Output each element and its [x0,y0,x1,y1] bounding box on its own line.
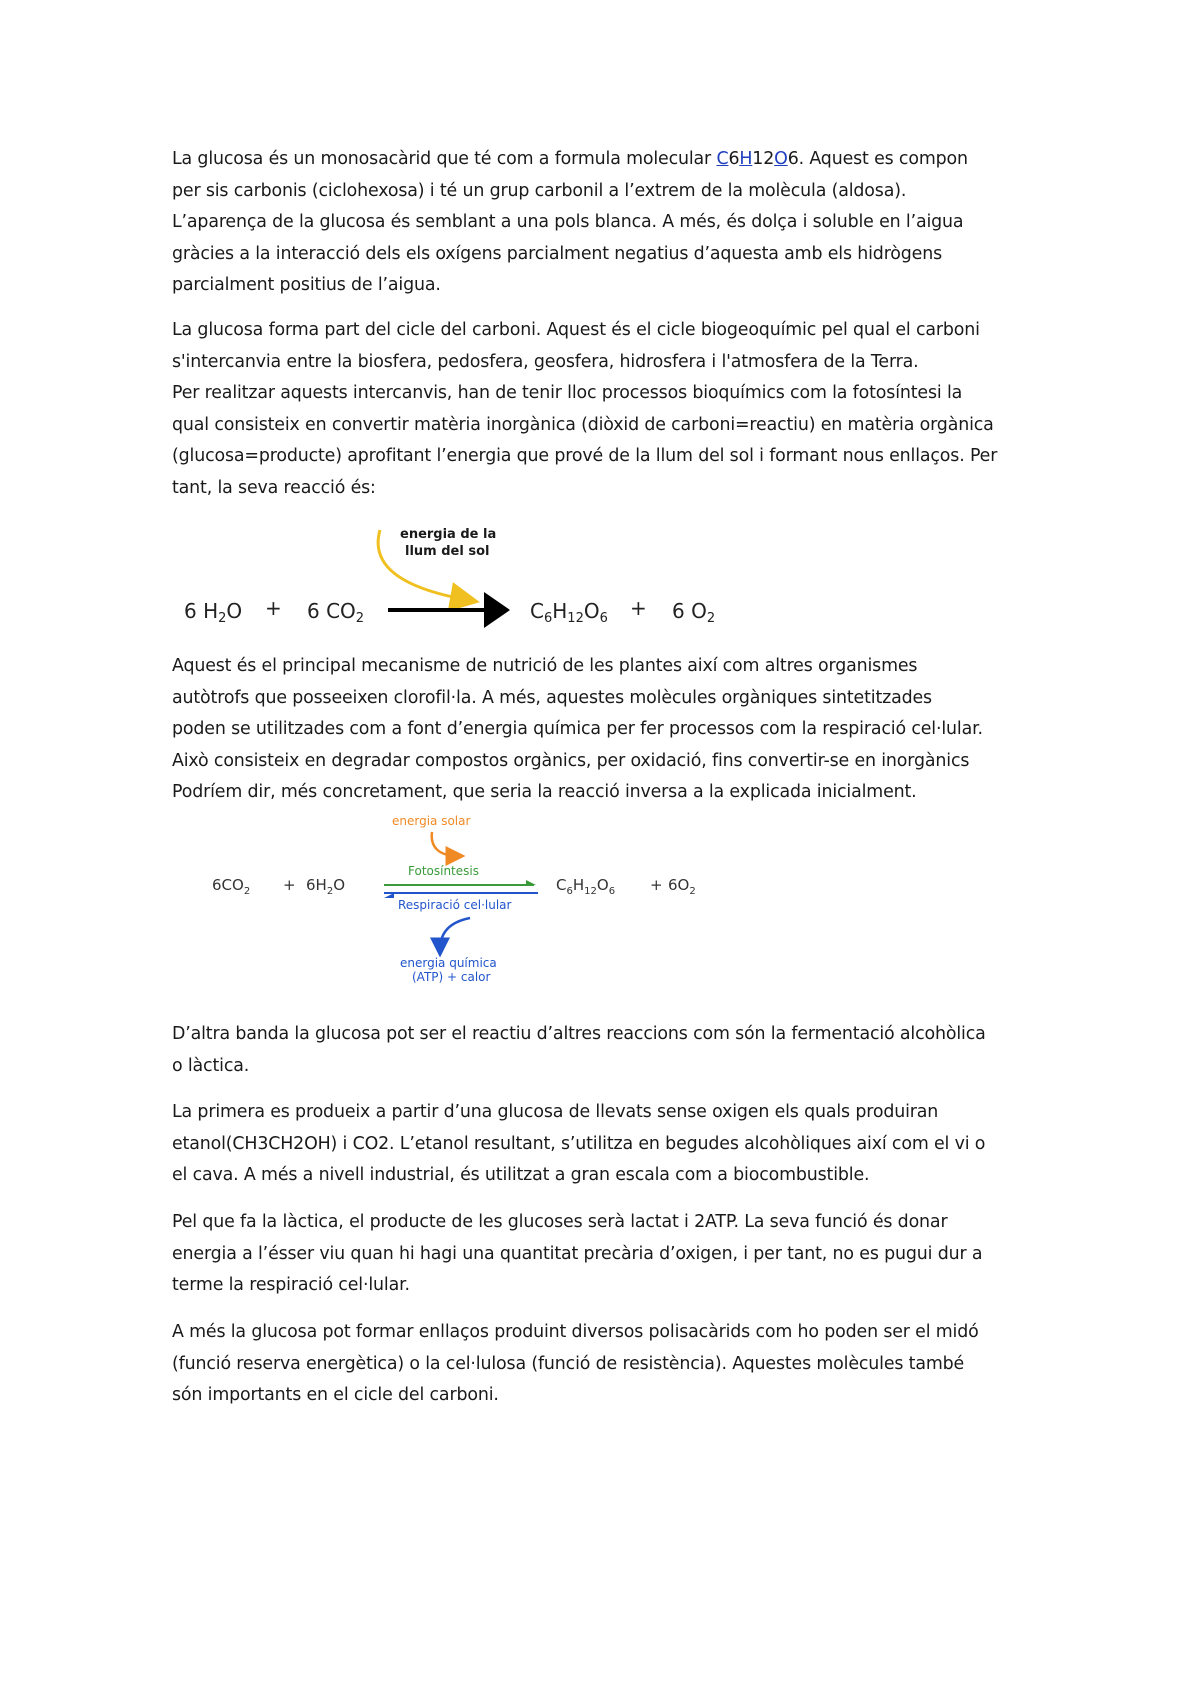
chemical-energy-label-line1: energia química [400,956,497,970]
text-fragment: . Aquest es compon [798,149,968,169]
solar-energy-arrow [432,832,458,856]
text-line [172,144,1052,176]
photosynthesis-respiration-svg [0,810,1200,990]
paragraph-carbon-cycle [172,315,1052,504]
text-line: Aquest és el principal mecanisme de nutrició de les plantes així com altres organismes [172,656,918,676]
product-glucose: $C_6H_{12}O_6$ [530,599,608,626]
text-line: Podríem dir, més concretament, que seria la reacció inversa a la explicada inicialment. [172,782,917,802]
text-line: (funció reserva energètica) o la cel·lulosa (funció de resistència). Aquestes molècules també [172,1353,965,1374]
text-line: A més la glucosa pot formar enllaços produint diversos polisacàrids com ho poden ser el midó [172,1322,979,1342]
text-fragment: 6 [787,149,799,169]
text-line: el cava. A més a nivell industrial, és utilitzat a gran escala com a biocombustible. [172,1165,870,1185]
respiration-label: Respiració cel·lular [398,898,512,912]
text-line: qual consisteix en convertir matèria inorgànica (diòxid de carboni=reactiu) en matèria orgànica [172,414,994,435]
chemical-energy-arrow [440,918,470,950]
text-line: Això consisteix en degradar compostos orgànics, per oxidació, fins convertir-se en inorgànics [172,750,970,771]
paragraph-alcoholic-fermentation [172,1097,1052,1192]
text-line: són importants en el cicle del carboni. [172,1385,499,1405]
paragraph-lactic-fermentation [172,1207,1052,1302]
text-line: energia a l’ésser viu quan hi hagi una quantitat precària d’oxigen, i per tant, no es pugui dur a [172,1243,983,1264]
formula-link-o[interactable]: O [774,149,788,169]
text-line: s'intercanvia entre la biosfera, pedosfera, geosfera, hidrosfera i l'atmosfera de la Terra. [172,351,919,372]
product-oxygen: 6 $O_2$ [672,599,716,626]
chemical-energy-label-line2: (ATP) + calor [412,970,491,984]
text-line: o làctica. [172,1055,250,1076]
reaction-arrow-head [484,592,510,628]
plus-sign: + [265,596,282,620]
plus-sign: + [650,876,663,894]
text-line: per sis carbonis (ciclohexosa) i té un grup carbonil a l’extrem de la molècula (aldosa). [172,180,907,201]
text-line: autòtrofs que posseeixen clorofil·la. A més, aquestes molècules orgàniques sintetitzades [172,687,932,708]
text-fragment: 6 [728,149,740,169]
text-line: Per realitzar aquests intercanvis, han de tenir lloc processos bioquímics com la fotosíntesi la [172,383,963,403]
text-line: La primera es produeix a partir d’una glucosa de llevats sense oxigen els quals produiran [172,1102,939,1122]
text-line: L’aparença de la glucosa és semblant a una pols blanca. A més, és dolça i soluble en l’aigua [172,212,964,232]
text-line: (glucosa=producte) aprofitant l’energia que prové de la llum del sol i formant nous enllaços. Per [172,446,998,466]
paragraph-glucose-intro [172,144,1052,302]
text-line: poden se utilitzades com a font d’energia química per fer processos com la respiració cel·lular. [172,719,983,739]
text-fragment: La glucosa és un monosacàrid que té com a formula molecular [172,149,717,169]
photosynthesis-respiration-diagram [0,810,1200,990]
text-line: gràcies a la interacció dels els oxígens parcialment negatius d’aquesta amb els hidrògens [172,243,943,264]
text-line: La glucosa forma part del cicle del carboni. Aquest és el cicle biogeoquímic pel qual el carboni [172,320,980,340]
photosynthesis-label: Fotosíntesis [408,864,479,878]
paragraph-nutrition [172,651,1052,809]
photosynthesis-equation-svg [0,520,1200,640]
plus-sign: + [630,596,647,620]
photosynthesis-arrow-head [526,880,536,885]
formula-link-h[interactable]: H [739,149,753,169]
paragraph-fermentation [172,1019,1052,1082]
plus-sign: + [283,876,296,894]
product-glucose: $C_6H_{12}O_6$ [556,876,616,897]
text-line: etanol(CH3CH2OH) i CO2. L’etanol resultant, s’utilitza en begudes alcohòliques així com el vi o [172,1133,986,1154]
photosynthesis-equation [0,520,1200,640]
energy-label-line1: energia de la [400,527,497,542]
text-line: parcialment positius de l’aigua. [172,275,441,295]
text-line: terme la respiració cel·lular. [172,1275,410,1295]
text-line: Pel que fa la làctica, el producte de les glucoses serà lactat i 2ATP. La seva funció és donar [172,1212,948,1232]
text-line: D’altra banda la glucosa pot ser el reactiu d’altres reaccions com són la fermentació alcohòlica [172,1024,986,1044]
reactant-water: 6 $H_2O$ [184,599,243,626]
product-oxygen: $6O_2$ [668,876,696,897]
reactant-co2: 6 $CO_2$ [307,599,365,626]
solar-energy-label: energia solar [392,814,471,828]
reactant-water: $6H_2O$ [306,876,346,897]
text-fragment: 12 [752,149,775,169]
formula-link-c[interactable]: C [716,149,729,169]
reactant-co2: $6CO_2$ [212,876,251,897]
paragraph-polysaccharides [172,1317,1052,1412]
energy-label-line2: llum del sol [405,544,490,559]
text-line: tant, la seva reacció és: [172,477,376,498]
